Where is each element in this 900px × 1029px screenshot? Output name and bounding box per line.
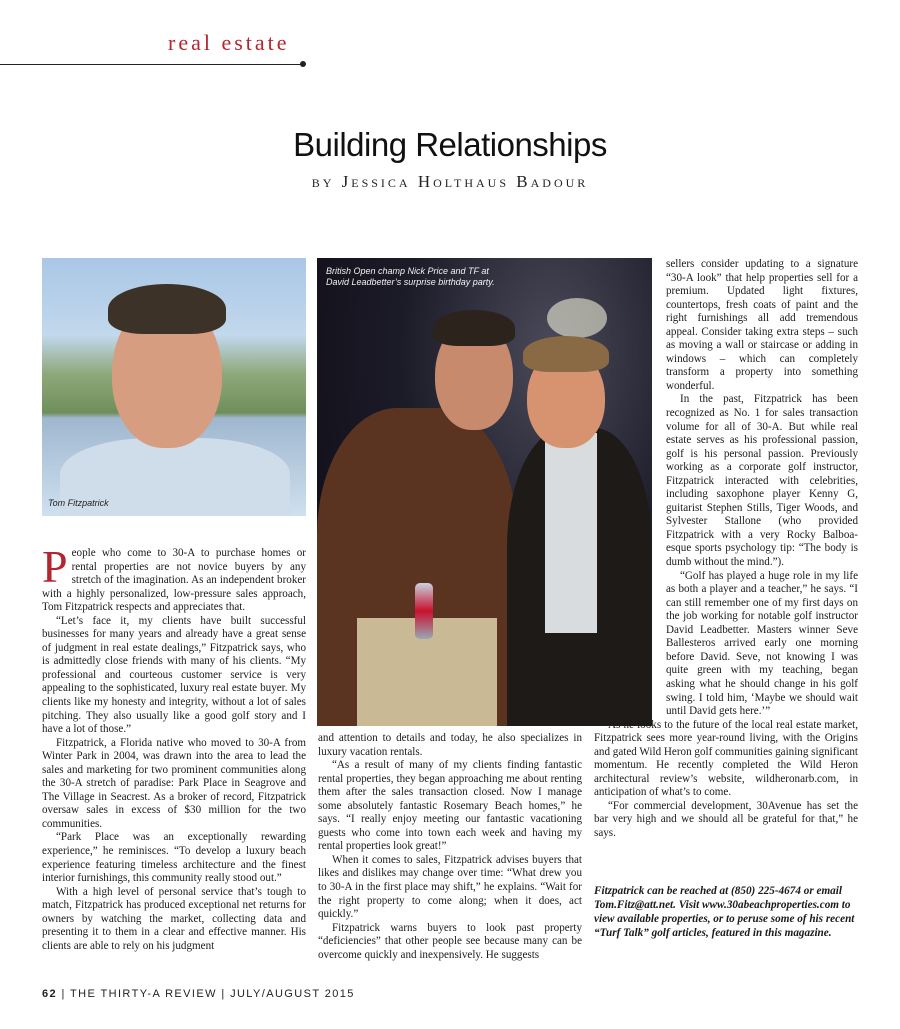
- paragraph-text: eople who come to 30-A to purchase homes or rental properties are not novice buyers by any stretch of the imagination. As an independent broker with a highly personalized, low-pressure sales approach, Tom Fitzpatrick respects and appreciates that.: [42, 547, 306, 614]
- publication-name: THE THIRTY-A REVIEW: [70, 988, 217, 1000]
- paragraph: sellers consider updating to a signature “30-A look” that help properties sell for a premium. Updated light fixtures, countertops, fresh coats of paint and the right furnishings all add tremendous appeal. Consider taking extra steps – such as moving a wall or staircase or adding in windows – which can completely transform a property into something wonderful.: [666, 258, 858, 392]
- paragraph: As he looks to the future of the local real estate market, Fitzpatrick sees more year-round living, with the Origins and gated Wild Heron golf communities gaining significant momentum. He recently completed the Wild Heron architectural review’s website, wildheronarb.com, in anticipation of what’s to come.: [594, 718, 859, 799]
- article-title: Building Relationships: [293, 126, 607, 163]
- right-man-shirt: [545, 433, 597, 633]
- drop-cap: P: [42, 541, 68, 592]
- paragraph: When it comes to sales, Fitzpatrick advises buyers that likes and dislikes may change over time: “What drew you to 30-A in the first place may shift,” he explains. “Wait for the right property to come along; when it does, act quickly.”: [318, 853, 582, 921]
- paragraph: “Let’s face it, my clients have built successful businesses for many years and already have a great sense of judgment in real estate dealings,” Fitzpatrick says, who is admittedly close friends with many of his clients. “My professional and courteous customer service is very appealing to the sophisticated, luxury real estate buyer. My clients like my honesty and integrity, without a lot of sales pitching. They also usually like a good golf story and I have a lot of those.”: [42, 614, 306, 736]
- footer-separator: |: [61, 988, 66, 1000]
- paragraph: With a high level of personal service that’s tough to match, Fitzpatrick has produced exceptional net returns for owners by watching the market, collecting data and presenting it to them in a clear and effective manner. His clients are able to rely on his judgment: [42, 885, 306, 952]
- paragraph: and attention to details and today, he also specializes in luxury vacation rentals.: [318, 732, 582, 758]
- paragraph: Fitzpatrick, a Florida native who moved to 30-A from Winter Park in 2004, was drawn into the area to lead the sales and marketing for two prominent communities along the 30-A stretch of paradise: Park Place in Seagrove and The Village in Seacrest. As a broker of record, Fitzpatrick oversaw sales in excess of $30 million for the two communities.: [42, 736, 306, 830]
- water-bottle: [415, 583, 433, 639]
- left-man-hair: [433, 310, 515, 346]
- portrait-photo: [42, 258, 306, 516]
- column-3-wrap-block: [594, 258, 858, 719]
- paragraph: Fitzpatrick warns buyers to look past property “deficiencies” that other people see because many can be overcome quickly and inexpensively. He suggests: [318, 921, 582, 961]
- section-divider-dot: [300, 61, 306, 67]
- paragraph: “As a result of many of my clients finding fantastic rental properties, they began approaching me about renting them after the sales transaction closed. Now I manage some absolutely fantastic Rosemary Beach homes,” he says. “I really enjoy meeting our fantastic vacationing guests who come into town each week and having my rental properties look great!”: [318, 759, 582, 853]
- article-column-2: [318, 732, 582, 962]
- paragraph: In the past, Fitzpatrick has been recognized as No. 1 for sales transaction volume for all of 30-A. But while real estate serves as his professional passion, golf is his personal passion. Previously working as a corporate golf instructor, Fitzpatrick interacted with celebrities, including saxophone player Kenny G, guitarist Stephen Stills, Tiger Woods, and Sylvester Stallone (who provided Fitzpatrick with a very Rocky Balboa-esque sports psychology tip: “The body is dumb without the mind.”).: [666, 393, 858, 569]
- article-byline: by Jessica Holthaus Badour: [311, 172, 589, 191]
- paragraph: “Park Place was an exceptionally rewarding experience,” he reminisces. “To develop a luxury beach experience featuring timeless architecture and the finest interior furnishings, this community really stood out.”: [42, 831, 306, 885]
- page-number: 62: [42, 988, 58, 1000]
- section-divider: [0, 64, 304, 65]
- paragraph: “For commercial development, 30Avenue has set the bar very high and we should all be grateful for that,” he says.: [594, 799, 858, 839]
- issue-date: JULY/AUGUST 2015: [230, 988, 355, 1000]
- paragraph: “Golf has played a huge role in my life as both a player and a teacher,” he says. “I can still remember one of my first days on the job working for notable golf instructor David Leadbetter. Masters winner Seve Ballesteros arrived early one morning before David. Seve, not knowing I was quite green with my teaching, began asking what he should change in his golf swing. I told him, ‘Maybe we should wait until David gets here.’”: [666, 569, 858, 718]
- contact-info: Fitzpatrick can be reached at (850) 225-4674 or email Tom.Fitz@att.net. Visit www.30abeachproperties.com to view available properties, or to peruse some of his recent “Turf Talk” golf articles, featured in this magazine.: [594, 885, 855, 939]
- page-footer: [42, 988, 355, 1000]
- party-caption: British Open champ Nick Price and TF at David Leadbetter’s surprise birthday party.: [326, 266, 495, 287]
- section-label: real estate: [168, 30, 290, 55]
- article-column-3: [594, 258, 858, 841]
- article-column-1: [42, 541, 306, 953]
- portrait-hair: [108, 284, 226, 334]
- paragraph: [42, 541, 306, 615]
- portrait-caption: Tom Fitzpatrick: [48, 498, 109, 508]
- footer-separator: |: [221, 988, 226, 1000]
